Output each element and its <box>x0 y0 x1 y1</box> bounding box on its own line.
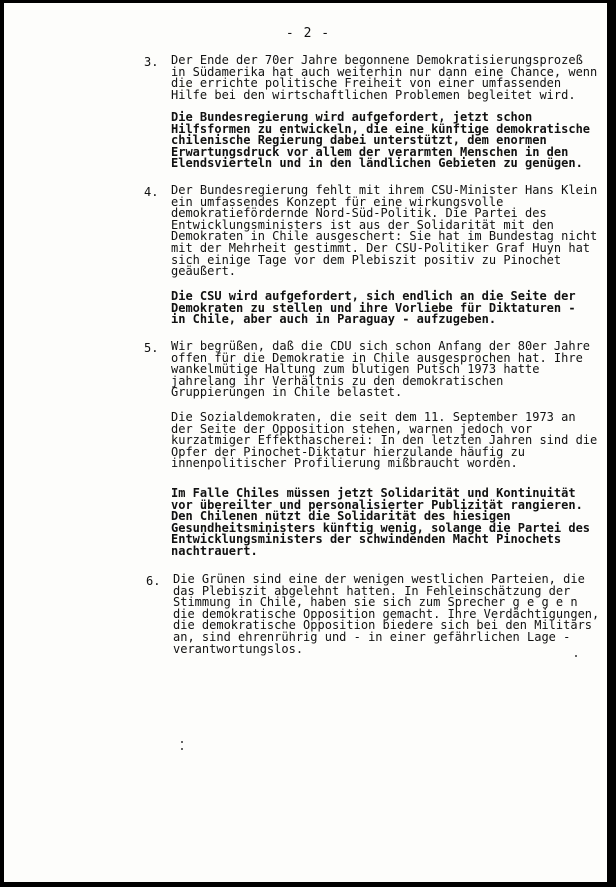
scan-speck <box>181 748 183 750</box>
paragraph-demand: Die Bundesregierung wird aufgefordert, jetzt schon Hilfsformen zu entwickeln, die eine künftige demokratische chilenische Regierung dabei unterstützt, dem enormen Erwartungsdruck vor allem der verarmten Menschen in den Elendsvierteln und in den ländlichen Gebieten zu genügen. <box>171 110 591 171</box>
item-number: 4. <box>144 185 159 199</box>
paragraph: Der Ende der 70er Jahre begonnene Demokratisierungsprozeß in Südamerika hat auch weiterhin nur dann eine Chance, wenn die errichte politische Freiheit von einer umfassenden Hilfe bei den wirtschaftlichen Problemen begleitet wird. <box>171 53 598 102</box>
paragraph: Die Sozialdemokraten, die seit dem 11. September 1973 an der Seite der Opposition stehen, warnen jedoch vor kurzatmiger Effekthascherei: In den letzten Jahren sind die Opfer der Pinochet-Diktatur hierzulande häufig zu innenpolitischer Profilierung mißbraucht worden. <box>171 410 598 471</box>
item-number: 5. <box>144 341 159 355</box>
paragraph: Die Grünen sind eine der wenigen westlichen Parteien, die das Plebiszit abgelehnt hatten. In Fehleinschätzung der Stimmung in Chile, haben sie sich zum Sprecher g e g e n die demokratische Opposition gemacht. Ihre Verdächtigungen, die demokratische Opposition biedere sich bei den Militärs an, sind ehrenrührig und - in einer gefährlichen Lage - verantwortungslos. <box>173 572 600 656</box>
paragraph: Der Bundesregierung fehlt mit ihrem CSU-Minister Hans Klein ein umfassendes Konzept für eine wirkungsvolle demokratiefördernde Nord-Süd-Politik. Die Partei des Entwicklungsministers ist aus der Solidarität mit den Demokraten in Chile ausgeschert: Sie hat im Bundestag nicht mit der Mehrheit gestimmt. Der CSU-Politiker Graf Huyn hat sich einige Tage vor dem Plebiszit positiv zu Pinochet geäußert. <box>171 183 598 279</box>
item-number: 3. <box>144 55 159 69</box>
paragraph: Wir begrüßen, daß die CDU sich schon Anfang der 80er Jahre offen für die Demokratie in Chile ausgesprochen hat. Ihre wankelmütige Haltung zum blutigen Putsch 1973 hatte jahrelang ihr Verhältnis zu den demokratischen Gruppierungen in Chile belastet. <box>171 339 591 400</box>
scan-speck <box>181 741 183 743</box>
paragraph-demand: Im Falle Chiles müssen jetzt Solidarität und Kontinuität vor übereilter und personalisierter Publizität rangieren. Den Chilenen nützt die Solidarität des hiesigen Gesundheitsministers künftig wenig, solange die Partei des Entwicklungsministers der schwindenden Macht Pinochets nachtrauert. <box>171 486 591 558</box>
page-number: - 2 - <box>285 26 331 41</box>
item-number: 6. <box>146 574 161 588</box>
scan-speck <box>575 655 577 657</box>
paragraph-demand: Die CSU wird aufgefordert, sich endlich an die Seite der Demokraten zu stellen und ihre Vorliebe für Diktaturen - in Chile, aber auch in Paraguay - aufzugeben. <box>171 289 576 327</box>
